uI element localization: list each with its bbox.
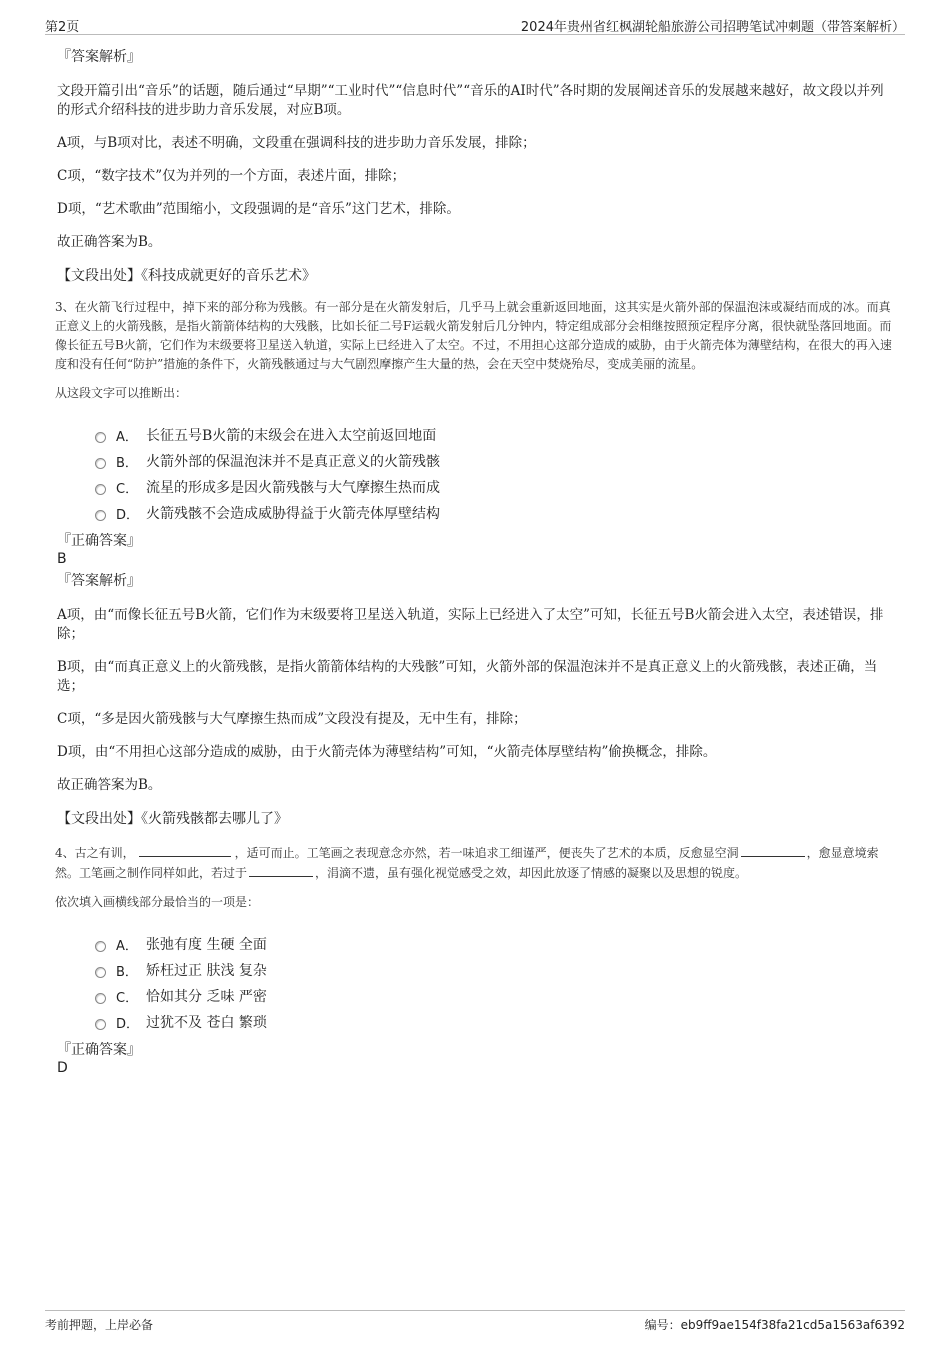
option-text: 张弛有度 生硬 全面 xyxy=(146,937,267,953)
option-letter: B． xyxy=(116,964,138,980)
option-text: 流星的形成多是因火箭残骸与大气摩擦生热而成 xyxy=(146,480,440,496)
analysis-label: 『答案解析』 xyxy=(57,49,141,65)
option-letter: D． xyxy=(116,1016,140,1032)
question-4-segment: ，适可而止。工笔画之表现意念亦然，若一味追求工细谨严，便丧失了艺术的本质，反愈显空洞 xyxy=(234,846,739,860)
option-a[interactable] xyxy=(95,931,895,957)
analysis-conclusion: 故正确答案为B。 xyxy=(57,777,162,793)
option-letter: C． xyxy=(116,481,139,497)
option-text: 长征五号B火箭的末级会在进入太空前返回地面 xyxy=(146,428,437,444)
passage-source: 【文段出处】《火箭残骸都去哪儿了》 xyxy=(57,811,288,827)
option-d[interactable] xyxy=(95,500,895,526)
radio-button-icon[interactable] xyxy=(95,484,106,495)
document-code: 编号：eb9ff9ae154f38fa21cd5a1563af6392 xyxy=(644,1318,905,1332)
option-text: 恰如其分 乏味 严密 xyxy=(146,989,267,1005)
analysis-paragraph: C项，“数字技术”仅为并列的一个方面，表述片面，排除； xyxy=(57,168,406,184)
option-letter: D． xyxy=(116,507,140,523)
option-a[interactable] xyxy=(95,422,895,448)
radio-button-icon[interactable] xyxy=(95,458,106,469)
page-footer xyxy=(45,1310,905,1332)
analysis-paragraph: D项，“艺术歌曲”范围缩小，文段强调的是“音乐”这门艺术，排除。 xyxy=(57,201,460,217)
option-b[interactable] xyxy=(95,448,895,474)
page-header xyxy=(45,14,905,35)
option-letter: A． xyxy=(116,429,138,445)
radio-button-icon[interactable] xyxy=(95,967,106,978)
analysis-conclusion: 故正确答案为B。 xyxy=(57,234,162,250)
radio-button-icon[interactable] xyxy=(95,1019,106,1030)
question-4-segment: ，涓滴不遗，虽有强化视觉感受之效，却因此放逐了情感的凝聚以及思想的锐度。 xyxy=(315,866,748,880)
option-letter: C． xyxy=(116,990,139,1006)
option-letter: B． xyxy=(116,455,138,471)
option-b[interactable] xyxy=(95,957,895,983)
fill-blank-1 xyxy=(139,843,231,857)
analysis-paragraph: D项，由“不用担心这部分造成的威胁，由于火箭壳体为薄壁结构”可知，“火箭壳体厚壁结构”偷换概念，排除。 xyxy=(57,744,717,760)
question-4-prompt: 依次填入画横线部分最恰当的一项是： xyxy=(55,895,260,909)
document-title: 2024年贵州省红枫湖轮船旅游公司招聘笔试冲刺题（带答案解析） xyxy=(520,20,905,35)
analysis-paragraph: A项，由“而像长征五号B火箭，它们作为末级要将卫星送入轨道，实际上已经进入了太空”可知，长征五号B火箭会进入太空，表述错误，排除； xyxy=(57,607,884,642)
correct-answer-label: 『正确答案』 xyxy=(57,533,141,549)
option-text: 矫枉过正 肤浅 复杂 xyxy=(146,963,267,979)
question-4-segment: 4、古之有训， xyxy=(55,846,135,860)
option-text: 火箭外部的保温泡沫并不是真正意义的火箭残骸 xyxy=(146,454,440,470)
radio-button-icon[interactable] xyxy=(95,432,106,443)
option-letter: A． xyxy=(116,938,138,954)
option-text: 火箭残骸不会造成威胁得益于火箭壳体厚壁结构 xyxy=(146,506,440,522)
option-c[interactable] xyxy=(95,474,895,500)
question-3-options xyxy=(95,422,895,526)
analysis-paragraph: 文段开篇引出“音乐”的话题，随后通过“早期”“工业时代”“信息时代”“音乐的AI时代”各时期的发展阐述音乐的发展越来越好，故文段以并列的形式介绍科技的进步助力音乐发展，对应B项。 xyxy=(57,83,884,118)
fill-blank-2 xyxy=(741,843,805,857)
question-3-prompt: 从这段文字可以推断出： xyxy=(55,386,188,400)
question-4-segment: ，愈显意境索然。工笔画之制作同样如此，若过于 xyxy=(55,846,879,880)
page-content xyxy=(55,48,895,1081)
correct-answer: B xyxy=(57,551,67,567)
correct-answer: D xyxy=(57,1060,68,1076)
option-text: 过犹不及 苍白 繁琐 xyxy=(146,1015,267,1031)
option-c[interactable] xyxy=(95,983,895,1009)
radio-button-icon[interactable] xyxy=(95,941,106,952)
page-number: 第2页 xyxy=(45,20,80,35)
radio-button-icon[interactable] xyxy=(95,993,106,1004)
question-4-text xyxy=(55,843,895,883)
analysis-label: 『答案解析』 xyxy=(57,573,141,589)
question-4-options xyxy=(95,931,895,1035)
passage-source: 【文段出处】《科技成就更好的音乐艺术》 xyxy=(57,268,316,284)
analysis-paragraph: A项，与B项对比，表述不明确，文段重在强调科技的进步助力音乐发展，排除； xyxy=(57,135,536,151)
radio-button-icon[interactable] xyxy=(95,510,106,521)
question-3-text: 3、在火箭飞行过程中，掉下来的部分称为残骸。有一部分是在火箭发射后，几乎马上就会重新返回地面，这其实是火箭外部的保温泡沫或凝结而成的冰。而真正意义上的火箭残骸，是指火箭箭体结构的大残骸，比如长征二号F运载火箭发射后几分钟内，特定组成部分会相继按照预定程序分离，很快就坠落回地面。而像长征五号B火箭，它们作为末级要将卫星送入轨道，实际上已经进入了太空。不过，不用担心这部分造成的威胁，由于火箭壳体为薄壁结构，在很大的再入速度和没有任何“防护”措施的条件下，火箭残骸通过与大气剧烈摩擦产生大量的热，会在天空中焚烧殆尽，变成美丽的流星。 xyxy=(55,300,892,371)
analysis-paragraph: C项，“多是因火箭残骸与大气摩擦生热而成”文段没有提及，无中生有，排除； xyxy=(57,711,527,727)
fill-blank-3 xyxy=(249,863,313,877)
analysis-paragraph: B项，由“而真正意义上的火箭残骸，是指火箭箭体结构的大残骸”可知，火箭外部的保温泡沫并不是真正意义上的火箭残骸，表述正确，当选； xyxy=(57,659,878,694)
option-d[interactable] xyxy=(95,1009,895,1035)
footer-slogan: 考前押题，上岸必备 xyxy=(45,1318,154,1332)
correct-answer-label: 『正确答案』 xyxy=(57,1042,141,1058)
